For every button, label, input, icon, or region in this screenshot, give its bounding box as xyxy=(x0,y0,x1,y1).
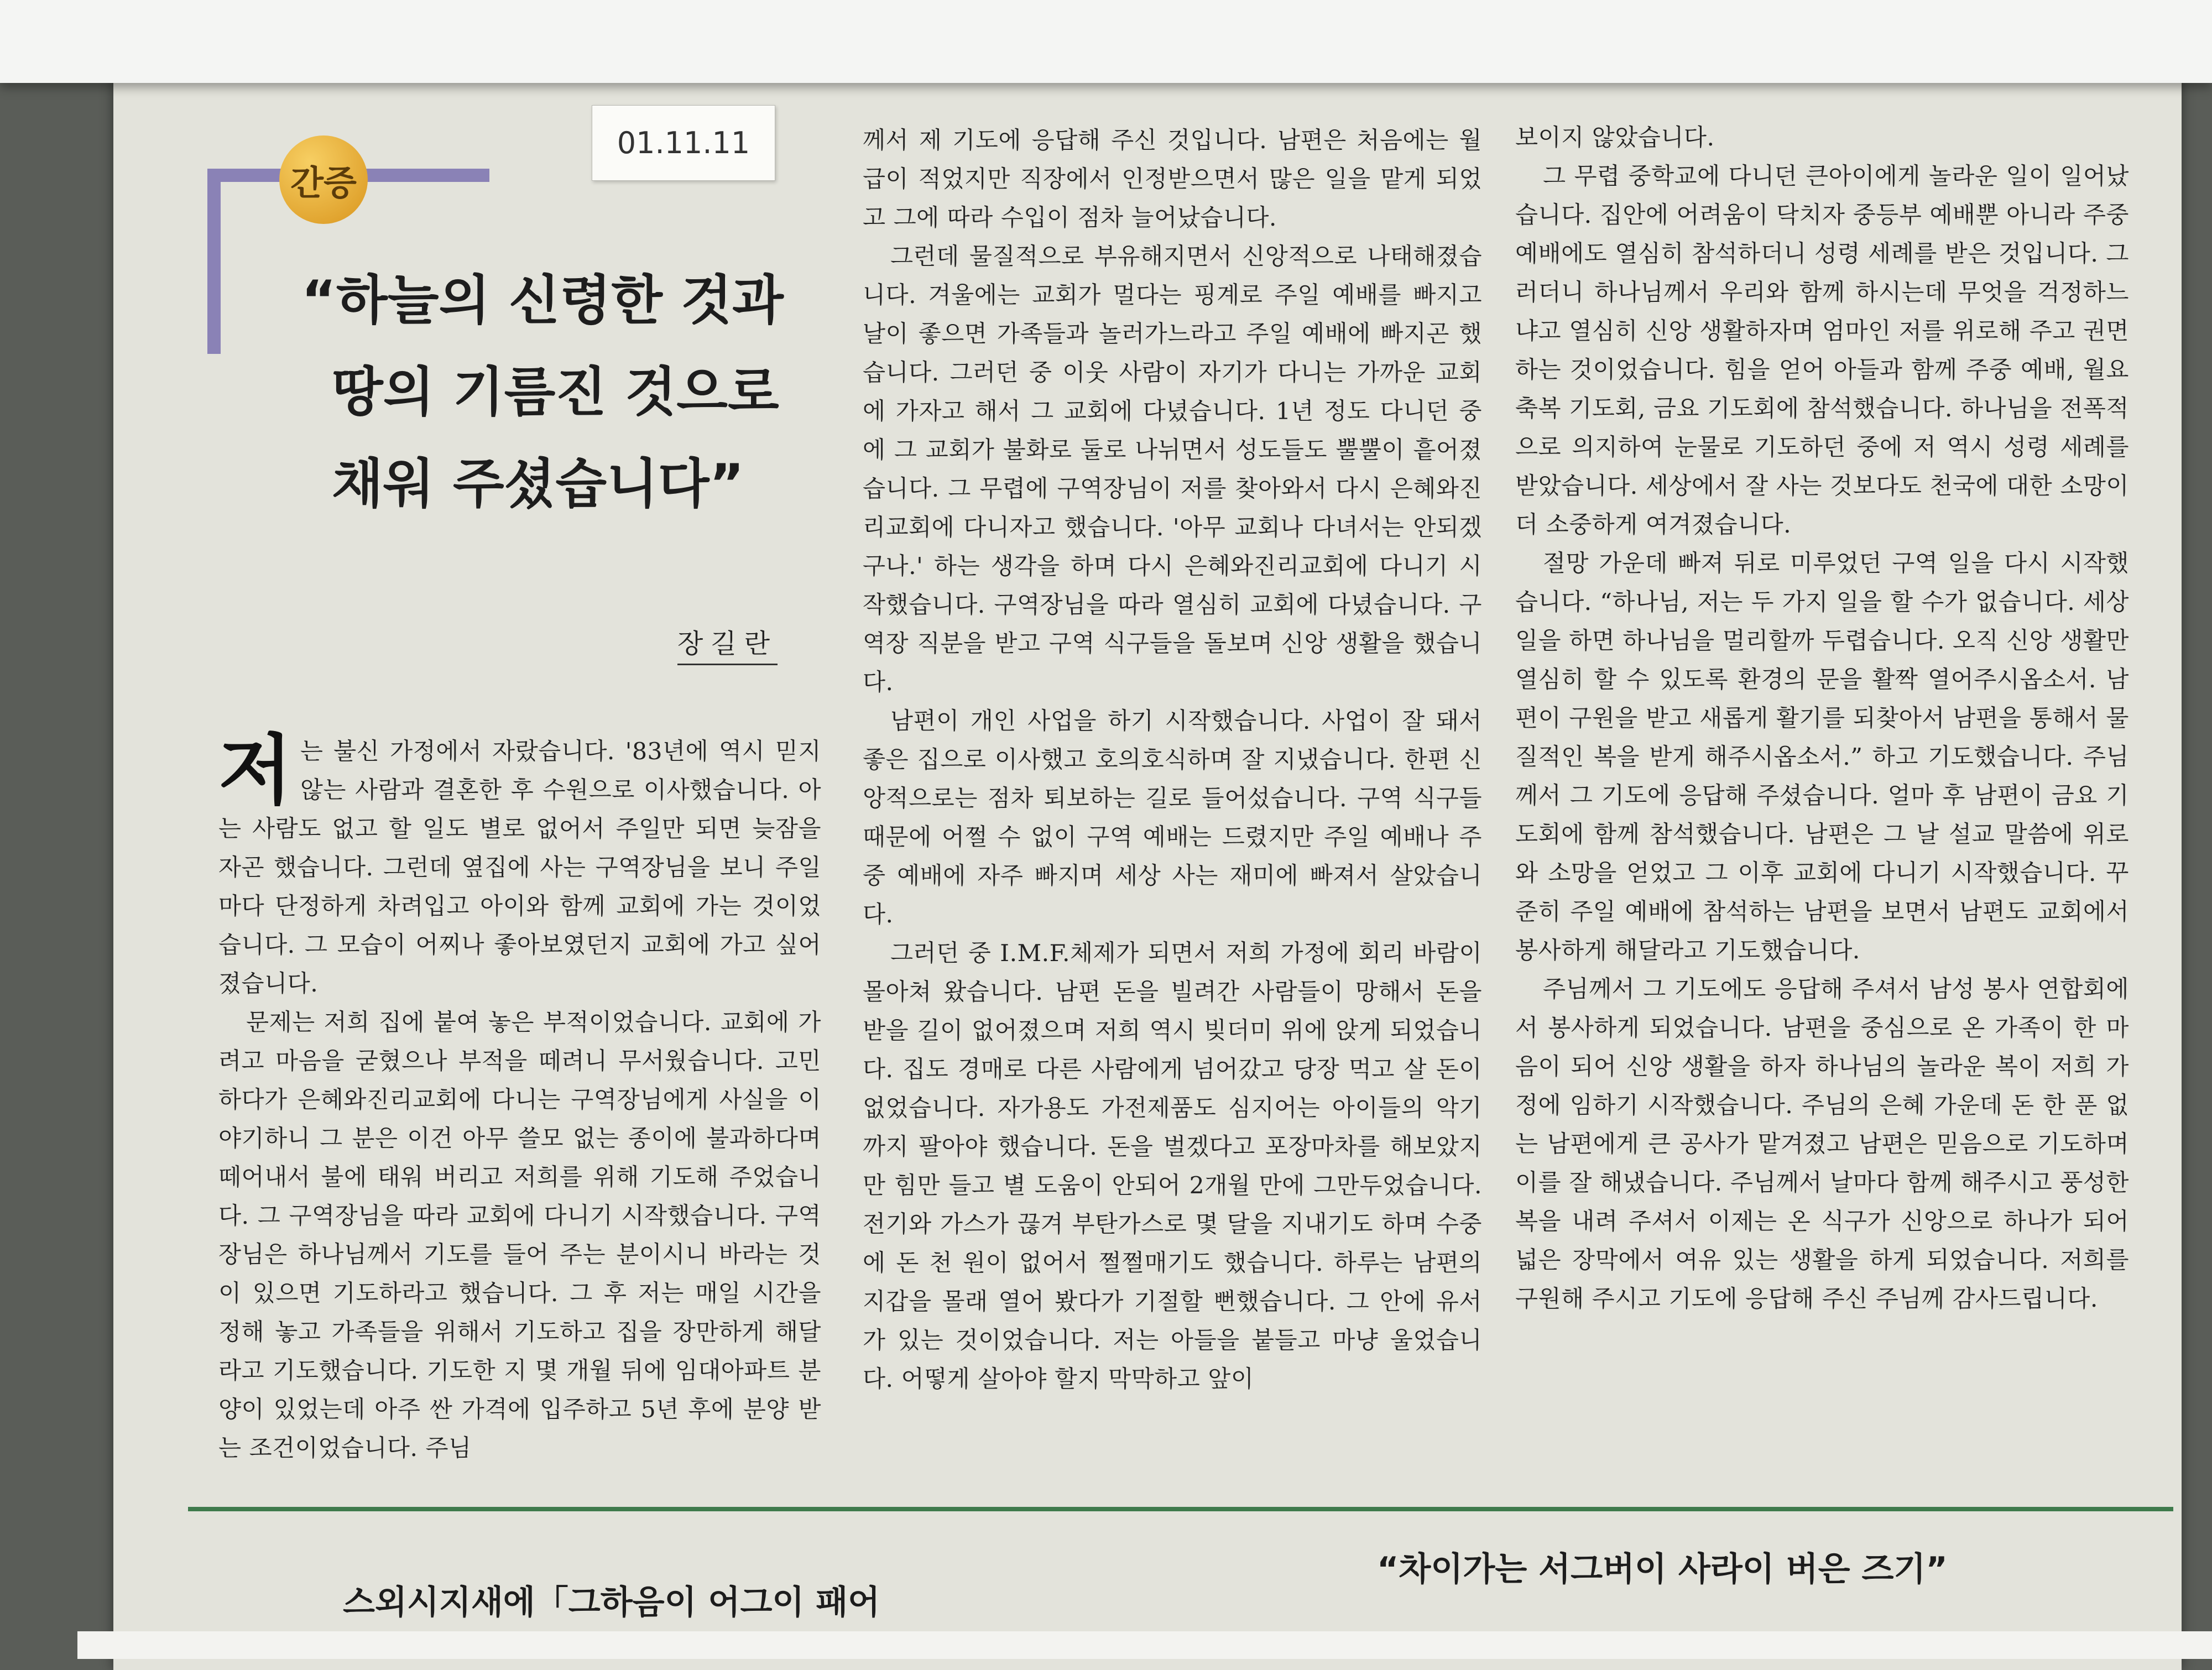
paragraph: 절망 가운데 빠져 뒤로 미루었던 구역 일을 다시 시작했습니다. “하나님, 저는 두 가지 일을 할 수가 없습니다. 세상일을 하면 하나님을 멀리할까 두렵습니다. 오직 신앙 생활만 열심히 할 수 있도록 환경의 문을 활짝 열어주시옵소서. 남편이 구원을 받고 새롭게 활기를 되찾아서 남편을 통해서 물질적인 복을 받게 해주시옵소서.” 하고 기도했습니다. 주님께서 그 기도에 응답해 주셨습니다. 얼마 후 남편이 금요 기도회에 함께 참석했습니다. 남편은 그 날 설교 말씀에 위로와 소망을 얻었고 그 이후 교회에 다니기 시작했습니다. 꾸준히 주일 예배에 참석하는 남편을 보면서 남편도 교회에서 봉사하게 해달라고 기도했습니다. xyxy=(1515,550,2129,964)
headline-line-3: 채워 주셨습니다” xyxy=(332,453,744,515)
paragraph: 그런데 물질적으로 부유해지면서 신앙적으로 나태해졌습니다. 겨울에는 교회가 멀다는 핑계로 주일 예배를 빠지고 날이 좋으면 가족들과 놀러가느라고 주일 예배에 빠지곤 했습니다. 그러던 중 이웃 사람이 자기가 다니는 가까운 교회에 가자고 해서 그 교회에 다녔습니다. 1년 정도 다니던 중에 그 교회가 불화로 둘로 나뉘면서 성도들도 뿔뿔이 흩어졌습니다. 그 무렵에 구역장님이 저를 찾아와서 다시 은혜와진리교회에 다니자고 했습니다. '아무 교회나 다녀서는 안되겠구나.' 하는 생각을 하며 다시 은혜와진리교회에 다니기 시작했습니다. 구역장님을 따라 열심히 교회에 다녔습니다. 구역장 직분을 받고 구역 식구들을 돌보며 신앙 생활을 했습니다. xyxy=(863,243,1482,696)
article-column-1 xyxy=(218,725,821,1468)
headline-line-2: 땅의 기름진 것으로 xyxy=(332,361,779,423)
headline xyxy=(301,254,784,530)
paragraph: 그러던 중 I.M.F.체제가 되면서 저희 가정에 회리 바람이 몰아쳐 왔습니다. 남편 돈을 빌려간 사람들이 망해서 돈을 받을 길이 없어졌으며 저희 역시 빚더미 위에 앉게 되었습니다. 집도 경매로 다른 사람에게 넘어갔고 당장 먹고 살 돈이 없었습니다. 자가용도 가전제품도 심지어는 아이들의 악기까지 팔아야 했습니다. 돈을 벌겠다고 포장마차를 해보았지만 힘만 들고 별 도움이 안되어 2개월 만에 그만두었습니다. 전기와 가스가 끊겨 부탄가스로 몇 달을 지내기도 하며 수중에 돈 천 원이 없어서 쩔쩔매기도 했습니다. 하루는 남편의 지갑을 몰래 열어 봤다가 기절할 뻔했습니다. 그 안에 유서가 있는 것이었습니다. 저는 아들을 붙들고 마냥 울었습니다. 어떻게 살아야 할지 막막하고 앞이 xyxy=(863,940,1482,1393)
section-divider-rule xyxy=(188,1507,2173,1511)
next-article-teaser-right: “차이가는 서그버이 사라이 버은 즈기” xyxy=(1377,1550,1948,1589)
byline: 장길란 xyxy=(677,622,778,665)
paragraph: 문제는 저희 집에 붙여 놓은 부적이었습니다. 교회에 가려고 마음을 굳혔으나 부적을 떼려니 무서웠습니다. 고민하다가 은혜와진리교회에 다니는 구역장님에게 사실을 이야기하니 그 분은 이건 아무 쓸모 없는 종이에 불과하다며 떼어내서 불에 태워 버리고 저희를 위해 기도해 주었습니다. 그 구역장님을 따라 교회에 다니기 시작했습니다. 구역장님은 하나님께서 기도를 들어 주는 분이시니 바라는 것이 있으면 기도하라고 했습니다. 그 후 저는 매일 시간을 정해 놓고 가족들을 위해서 기도하고 집을 장만하게 해달라고 기도했습니다. 기도한 지 몇 개월 뒤에 임대아파트 분양이 있었는데 아주 싼 가격에 입주하고 5년 후에 분양 받는 조건이었습니다. 주님 xyxy=(218,1009,821,1462)
backing-paper-top xyxy=(0,0,2212,83)
article-column-2 xyxy=(863,122,1482,1399)
drop-cap: 저 xyxy=(218,725,293,815)
paragraph-text: 는 불신 가정에서 자랐습니다. '83년에 역시 믿지 않는 사람과 결혼한 후 수원으로 이사했습니다. 아는 사람도 없고 할 일도 별로 없어서 주일만 되면 늦잠을 자곤 했습니다. 그런데 옆집에 사는 구역장님을 보니 주일마다 단정하게 차려입고 아이와 함께 교회에 가는 것이었습니다. 그 모습이 어찌나 좋아보였던지 교회에 가고 싶어졌습니다. xyxy=(218,738,821,998)
backing-paper-bottom xyxy=(77,1631,2212,1659)
paragraph xyxy=(218,725,821,1004)
section-badge: 간증 xyxy=(279,135,368,224)
next-article-teaser-left: 스외시지새에「그하음이 어그이 패어 xyxy=(343,1583,880,1622)
paragraph: 남편이 개인 사업을 하기 시작했습니다. 사업이 잘 돼서 좋은 집으로 이사했고 호의호식하며 잘 지냈습니다. 한편 신앙적으로는 점차 퇴보하는 길로 들어섰습니다. 구역 식구들 때문에 어쩔 수 없이 구역 예배는 드렸지만 주일 예배나 주중 예배에 자주 빠지며 세상 사는 재미에 빠져서 살았습니다. xyxy=(863,708,1482,928)
paragraph: 그 무렵 중학교에 다니던 큰아이에게 놀라운 일이 일어났습니다. 집안에 어려움이 닥치자 중등부 예배뿐 아니라 주중 예배에도 열심히 참석하더니 성령 세례를 받은 것입니다. 그러더니 하나님께서 우리와 함께 하시는데 무엇을 걱정하느냐고 열심히 신앙 생활하자며 엄마인 저를 위로해 주고 권면하는 것이었습니다. 힘을 얻어 아들과 함께 주중 예배, 월요 축복 기도회, 금요 기도회에 참석했습니다. 하나님을 전폭적으로 의지하여 눈물로 기도하던 중에 저 역시 성령 세례를 받았습니다. 세상에서 잘 사는 것보다도 천국에 대한 소망이 더 소중하게 여겨졌습니다. xyxy=(1515,163,2129,539)
article-column-3 xyxy=(1515,119,2129,1319)
paragraph: 주님께서 그 기도에도 응답해 주셔서 남성 봉사 연합회에서 봉사하게 되었습니다. 남편을 중심으로 온 가족이 한 마음이 되어 신앙 생활을 하자 하나님의 놀라운 복이 저희 가정에 임하기 시작했습니다. 주님의 은혜 가운데 돈 한 푼 없는 남편에게 큰 공사가 맡겨졌고 남편은 믿음으로 기도하며 이를 잘 해냈습니다. 주님께서 날마다 함께 해주시고 풍성한 복을 내려 주셔서 이제는 온 식구가 신앙으로 하나가 되어 넓은 장막에서 여유 있는 생활을 하게 되었습니다. 저희를 구원해 주시고 기도에 응답해 주신 주님께 감사드립니다. xyxy=(1515,976,2129,1313)
paragraph: 보이지 않았습니다. xyxy=(1515,124,1715,152)
headline-line-1: “하늘의 신령한 것과 xyxy=(301,269,784,331)
title-bracket-vertical xyxy=(207,169,221,354)
date-label: 01.11.11 xyxy=(592,105,775,181)
paragraph: 께서 제 기도에 응답해 주신 것입니다. 남편은 처음에는 월급이 적었지만 직장에서 인정받으면서 많은 일을 맡게 되었고 그에 따라 수입이 점차 늘어났습니다. xyxy=(863,127,1482,232)
